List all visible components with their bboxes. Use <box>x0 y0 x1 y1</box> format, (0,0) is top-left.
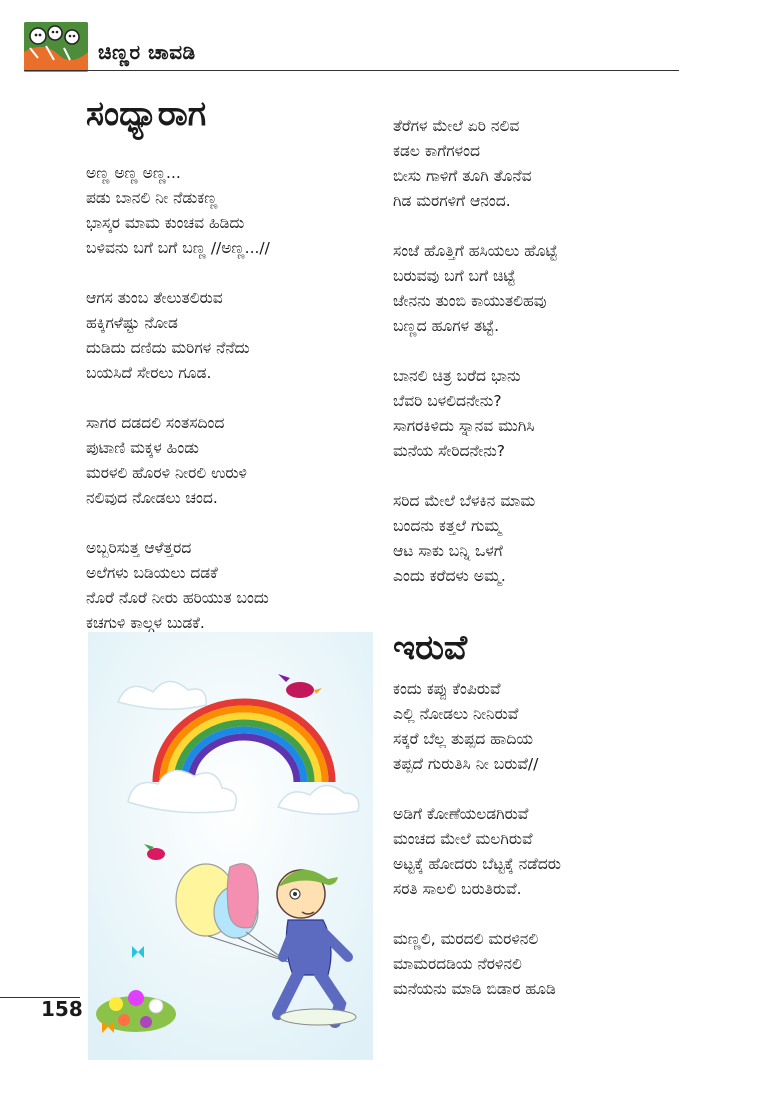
poem-line: ಆಟ ಸಾಕು ಬನ್ನಿ ಒಳಗೆ <box>393 542 503 560</box>
poem-line: ಸರಿದ ಮೇಲೆ ಬೆಳಕಿನ ಮಾಮ <box>393 492 536 510</box>
poem-line: ಬಯಸಿದೆ ಸೇರಲು ಗೂಡ. <box>86 363 212 382</box>
poem-line: ಪಡು ಬಾನಲಿ ನೀ ನೆಡುಕಣ್ಣ <box>86 188 218 207</box>
poem2-column <box>393 677 693 1027</box>
poem-line: ಕಚಗುಳಿ ಕಾಲ್ಗಳ ಬುಡಕೆ. <box>86 613 205 632</box>
poem1-stanza <box>393 489 693 589</box>
poem2-stanza <box>393 927 693 1002</box>
poem-line: ತಪ್ಪದೆ ಗುರುತಿಸಿ ನೀ ಬರುವೆ// <box>393 755 539 773</box>
rainbow-boy-illustration <box>88 632 373 1060</box>
header-divider <box>24 70 679 71</box>
poem-line: ಕಂದು ಕಪ್ಪು ಕೆಂಪಿರುವೆ <box>393 680 501 698</box>
poem-line: ಮನೆಯ ಸೇರಿದನೇನು? <box>393 442 505 460</box>
poem2-stanza <box>393 802 693 902</box>
poem1-stanza <box>86 411 376 511</box>
poem-line: ಆಗಸ ತುಂಬ ತೇಲುತಲಿರುವ <box>86 288 223 307</box>
poem2-stanza <box>393 677 693 777</box>
poem-line: ತೆರೆಗಳ ಮೇಲೆ ಏರಿ ನಲಿವ <box>393 117 520 135</box>
poem-line: ಮಂಚದ ಮೇಲೆ ಮಲಗಿರುವೆ <box>393 830 533 848</box>
poem2-title: ಇರುವೆ <box>393 628 468 668</box>
poem-line: ಎಂದು ಕರೆದಳು ಅಮ್ಮ. <box>393 567 506 585</box>
poem-line: ಬಳಿವನು ಬಗೆ ಬಗೆ ಬಣ್ಣ //ಅಣ್ಣ...// <box>86 238 270 257</box>
poem-line: ಬಾನಲಿ ಚಿತ್ರ ಬರೆದ ಭಾನು <box>393 367 521 385</box>
poem-line: ಸಕ್ಕರೆ ಬೆಲ್ಲ ತುಪ್ಪದ ಹಾದಿಯ <box>393 730 533 748</box>
magazine-section-title: ಚಿಣ್ಣರ ಚಾವಡಿ <box>98 40 196 64</box>
poem1-title: ಸಂಧ್ಯಾರಾಗ <box>86 94 207 134</box>
poem-line: ಅಟ್ಟಕ್ಕೆ ಹೋದರು ಬೆಟ್ಟಕ್ಕೆ ನಡೆದರು <box>393 855 561 873</box>
page-number: 158 <box>41 997 83 1021</box>
poem-line: ನಲಿವುದ ನೋಡಲು ಚಂದ. <box>86 488 218 507</box>
poem-line: ಮಣ್ಣಲಿ, ಮರದಲಿ ಮರಳಿನಲಿ <box>393 930 539 948</box>
poem-line: ಸರತಿ ಸಾಲಲಿ ಬರುತಿರುವೆ. <box>393 880 522 898</box>
poem-line: ಅಣ್ಣ ಅಣ್ಣ ಅಣ್ಣ... <box>86 163 181 182</box>
poem-line: ಪುಟಾಣಿ ಮಕ್ಕಳ ಹಿಂಡು <box>86 438 199 457</box>
poem-line: ಮರಳಲಿ ಹೊರಳಿ ನೀರಲಿ ಉರುಳಿ <box>86 463 247 482</box>
poem-line: ಸಾಗರಕಿಳಿದು ಸ್ನಾನವ ಮುಗಿಸಿ <box>393 417 535 435</box>
poem1-stanza <box>86 536 376 636</box>
poem-line: ಹಕ್ಕಿಗಳೆಷ್ಟು ನೋಡ <box>86 313 178 332</box>
poem-line: ಭಾಸ್ಕರ ಮಾಮ ಕುಂಚವ ಹಿಡಿದು <box>86 213 245 232</box>
poem1-stanza <box>86 286 376 386</box>
poem1-left-column <box>86 94 376 661</box>
poem1-stanza <box>393 239 693 339</box>
poem-line: ಅಲೆಗಳು ಬಡಿಯಲು ದಡಕೆ <box>86 563 218 582</box>
poem-line: ಎಲ್ಲಿ ನೋಡಲು ನೀನಿರುವೆ <box>393 705 519 723</box>
poem-line: ಅಬ್ಬರಿಸುತ್ತ ಆಳೆತ್ತರದ <box>86 538 192 557</box>
poem1-right-column <box>393 114 693 614</box>
poem-line: ಅಡಿಗೆ ಕೋಣೆಯಲಡಗಿರುವೆ <box>393 805 529 823</box>
poem1-stanza <box>86 161 376 261</box>
poem-line: ಮಾಮರದಡಿಯ ನೆರಳಿನಲಿ <box>393 955 522 973</box>
poem-line: ಸಂಜೆ ಹೊತ್ತಿಗೆ ಹಸಿಯಲು ಹೊಟ್ಟೆ <box>393 242 558 260</box>
poem-line: ಕಡಲ ಕಾಗೆಗಳಂದ <box>393 142 480 160</box>
poem-line: ದುಡಿದು ದಣಿದು ಮರಿಗಳ ನೆನೆದು <box>86 338 250 357</box>
poem1-stanza <box>393 364 693 464</box>
poem-line: ಬೀಸು ಗಾಳಿಗೆ ತೂಗಿ ತೊನೆವ <box>393 167 532 185</box>
poem-line: ಸಾಗರ ದಡದಲಿ ಸಂತಸದಿಂದ <box>86 413 225 432</box>
poem-line: ಬರುವವು ಬಗೆ ಬಗೆ ಚಿಟ್ಟೆ <box>393 267 516 285</box>
magazine-logo <box>24 22 88 72</box>
poem-line: ಬೆವರಿ ಬಳಲಿದನೇನು? <box>393 392 502 410</box>
poem-line: ಬಣ್ಣದ ಹೂಗಳ ತಟ್ಟೆ. <box>393 317 499 335</box>
poem1-stanza <box>393 114 693 214</box>
poem-line: ಬಂದನು ಕತ್ತಲೆ ಗುಮ್ಮ <box>393 517 502 535</box>
poem-line: ನೊರೆ ನೊರೆ ನೀರು ಹರಿಯುತ ಬಂದು <box>86 588 269 607</box>
poem-line: ಮನೆಯನು ಮಾಡಿ ಬಿಡಾರ ಹೂಡಿ <box>393 980 556 998</box>
poem-line: ಗಿಡ ಮರಗಳಿಗೆ ಆನಂದ. <box>393 192 511 210</box>
poem-line: ಜೇನನು ತುಂಬಿ ಕಾಯುತಲಿಹವು <box>393 292 547 310</box>
